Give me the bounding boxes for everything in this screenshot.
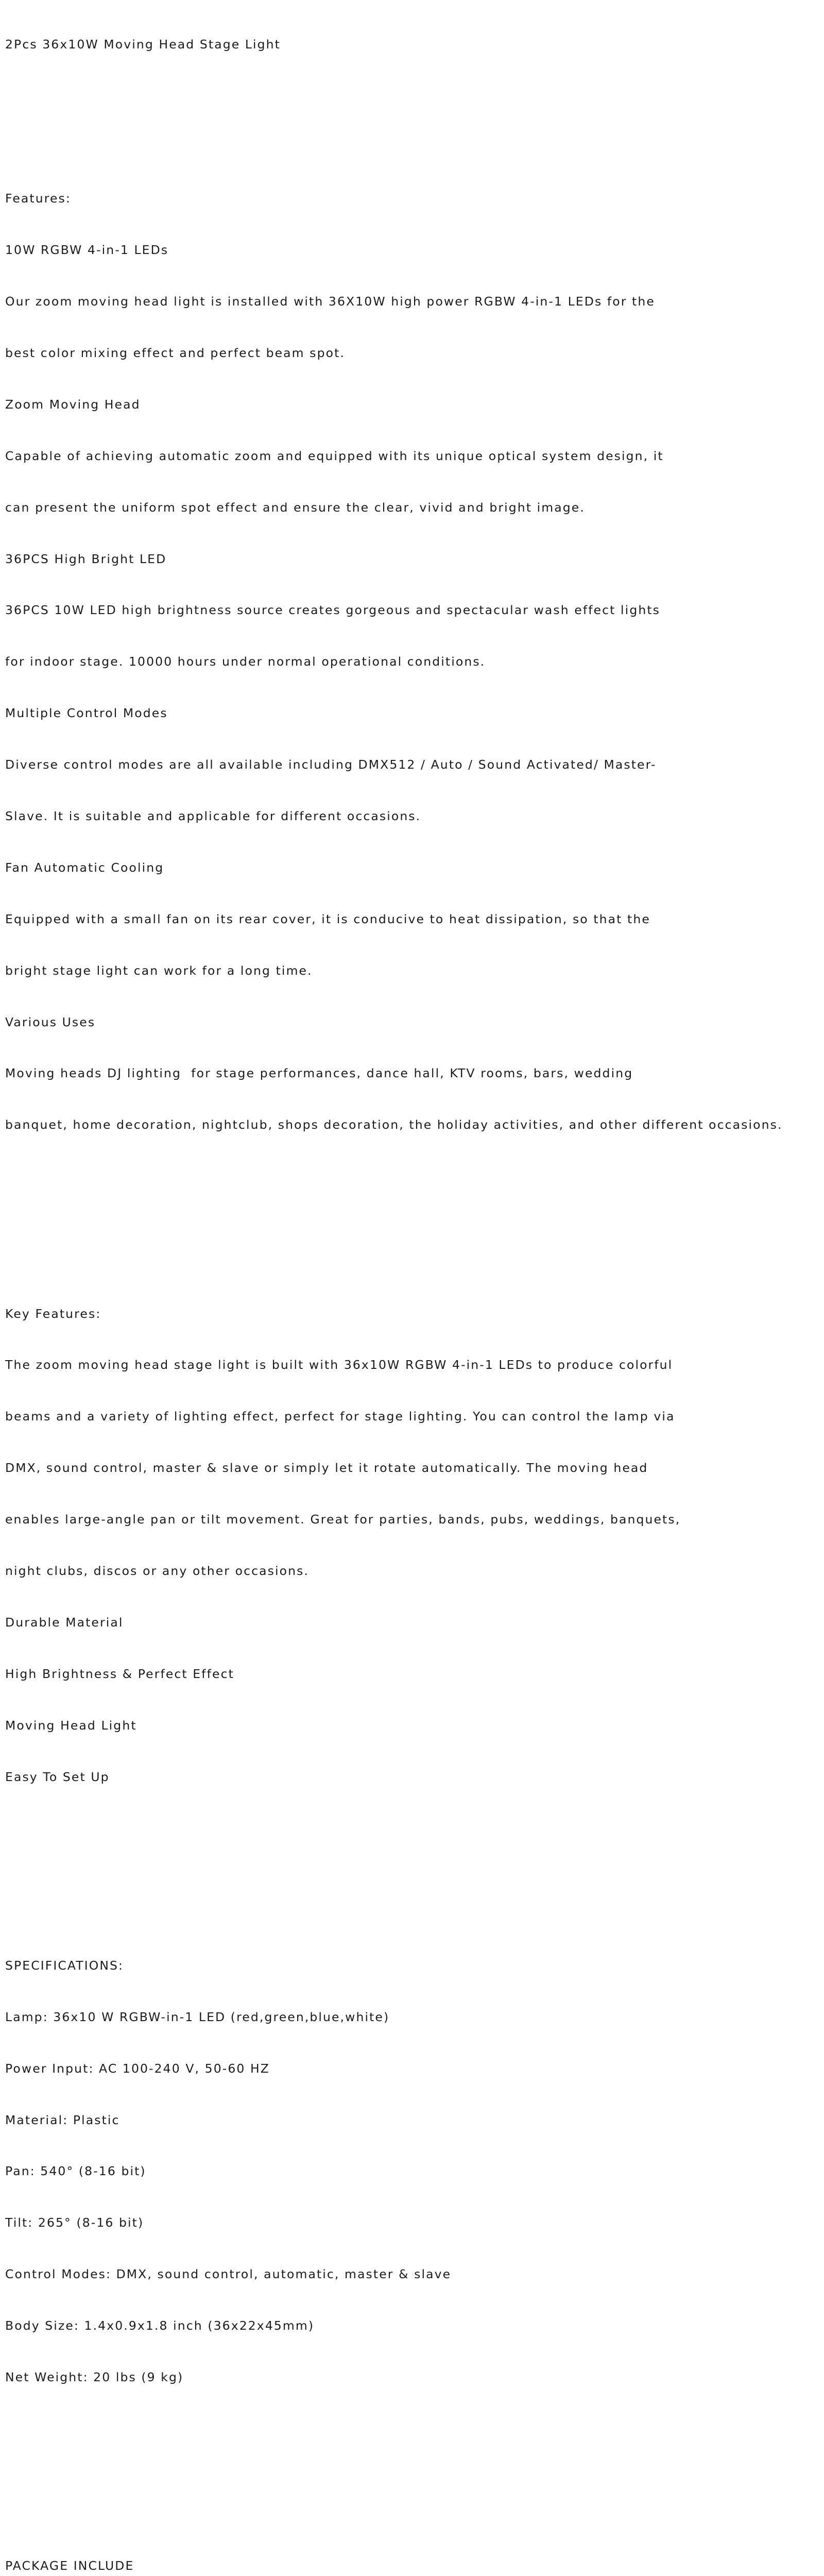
features-line: 10W RGBW 4-in-1 LEDs [5,243,169,258]
document-title: 2Pcs 36x10W Moving Head Stage Light [5,37,281,52]
blank-line [5,87,821,104]
key-features-section [5,1271,821,1820]
package-heading: PACKAGE INCLUDE [5,2558,134,2573]
key-features-line: Easy To Set Up [5,1769,110,1784]
key-features-line: High Brightness & Perfect Effect [5,1666,234,1681]
key-features-line: The zoom moving head stage light is built with 36x10W RGBW 4-in-1 LEDs to produce colorful [5,1358,673,1372]
features-line: can present the uniform spot effect and ensure the clear, vivid and bright image. [5,500,585,515]
key-features-line: beams and a variety of lighting effect, perfect for stage lighting. You can control the lamp via [5,1409,675,1424]
features-line: Capable of achieving automatic zoom and equipped with its unique optical system design, it [5,448,664,463]
features-line: Moving heads DJ lighting for stage performances, dance hall, KTV rooms, bars, wedding [5,1066,633,1081]
spec-line: Pan: 540° (8-16 bit) [5,2164,146,2179]
features-line: Fan Automatic Cooling [5,860,164,875]
features-line: Zoom Moving Head [5,397,141,412]
spec-line: Body Size: 1.4x0.9x1.8 inch (36x22x45mm) [5,2318,315,2333]
features-line: Equipped with a small fan on its rear cover, it is conducive to heat dissipation, so that the [5,911,650,926]
features-line: Diverse control modes are all available including DMX512 / Auto / Sound Activated/ Master- [5,757,657,772]
blank-line [5,2454,821,2471]
features-line: Slave. It is suitable and applicable for different occasions. [5,808,421,823]
key-features-line: Moving Head Light [5,1718,137,1733]
spec-line: Tilt: 265° (8-16 bit) [5,2215,144,2230]
key-features-line: DMX, sound control, master & slave or simply let it rotate automatically. The moving head [5,1461,648,1476]
blank-line [5,1202,821,1219]
features-line: bright stage light can work for a long time. [5,963,313,978]
key-features-line: night clubs, discos or any other occasions. [5,1564,309,1579]
features-line: best color mixing effect and perfect beam spot. [5,345,345,360]
features-line: Various Uses [5,1014,96,1029]
features-heading: Features: [5,191,71,206]
features-line: Multiple Control Modes [5,706,168,721]
spec-line: Power Input: AC 100-240 V, 50-60 HZ [5,2061,270,2076]
features-line: 36PCS 10W LED high brightness source creates gorgeous and spectacular wash effect lights [5,603,660,618]
spec-line: Material: Plastic [5,2112,120,2127]
spec-line: Control Modes: DMX, sound control, automatic, master & slave [5,2267,452,2282]
package-section [5,2523,821,2576]
blank-line [5,1854,821,1871]
specifications-heading: SPECIFICATIONS: [5,1958,124,1973]
key-features-line: enables large-angle pan or tilt movement. Great for parties, bands, pubs, weddings, banquets, [5,1512,681,1527]
spec-line: Net Weight: 20 lbs (9 kg) [5,2369,184,2384]
document [5,2,821,2576]
spec-line: Lamp: 36x10 W RGBW-in-1 LED (red,green,blue,white) [5,2009,390,2024]
features-line: 36PCS High Bright LED [5,551,167,566]
features-line: for indoor stage. 10000 hours under normal operational conditions. [5,654,486,669]
key-features-heading: Key Features: [5,1306,101,1321]
key-features-line: Durable Material [5,1615,124,1630]
features-section [5,156,821,1168]
specifications-section [5,1923,821,2420]
features-line: banquet, home decoration, nightclub, shops decoration, the holiday activities, and other different occasions. [5,1117,783,1132]
features-line: Our zoom moving head light is installed with 36X10W high power RGBW 4-in-1 LEDs for the [5,294,655,309]
